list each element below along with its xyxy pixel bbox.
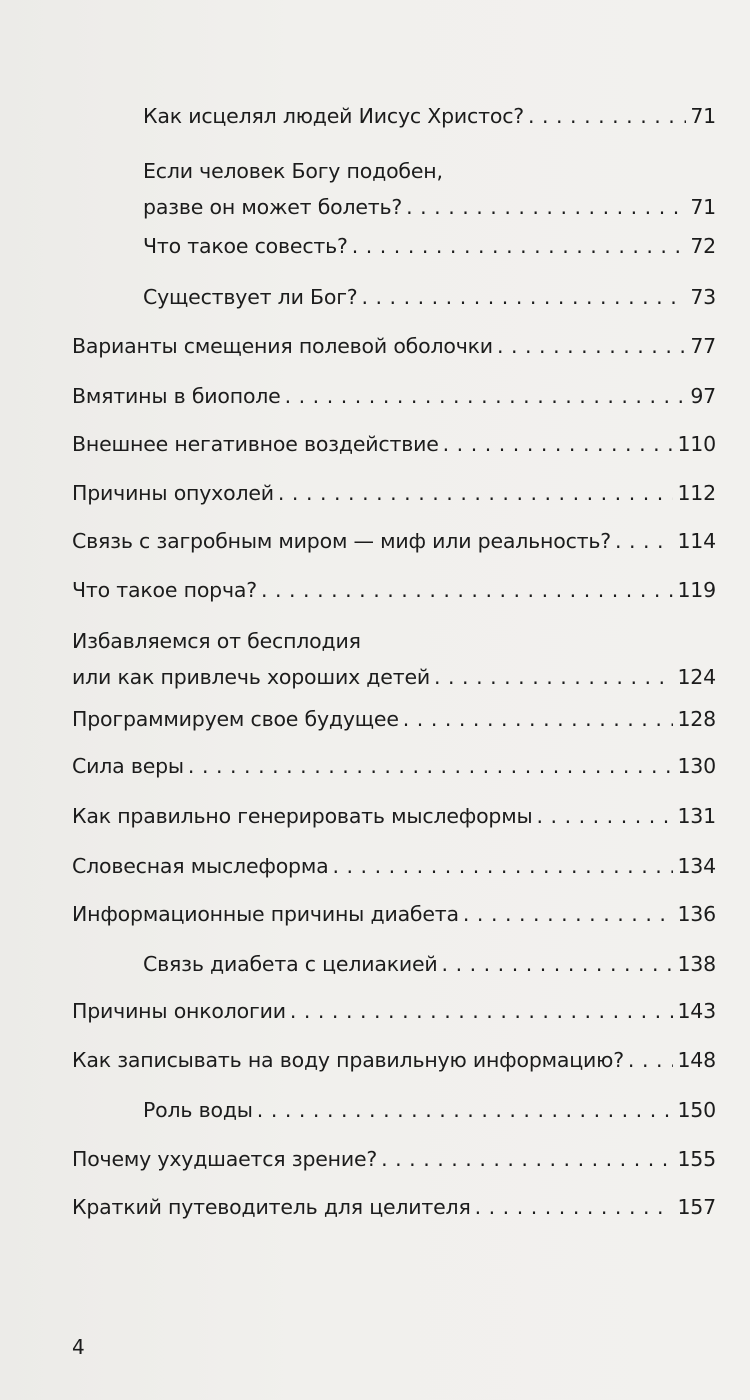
toc-entry-page: 143: [677, 999, 716, 1023]
toc-entry-page: 128: [677, 707, 716, 731]
toc-entry-page: 157: [677, 1195, 716, 1219]
toc-entry-page: 114: [677, 529, 716, 553]
dot-leader: [278, 475, 674, 511]
toc-entry-title: Связь диабета с целиакией: [143, 952, 438, 976]
toc-entry: [72, 896, 716, 932]
dot-leader: [332, 848, 673, 884]
toc-entry: [143, 946, 716, 982]
toc-entry: [72, 328, 716, 364]
toc-entry-title: Информационные причины диабета: [72, 902, 459, 926]
toc-entry-title: Сила веры: [72, 754, 184, 778]
toc-entry: [72, 378, 716, 414]
toc-entry: [143, 153, 716, 225]
toc-entry-title: Причины опухолей: [72, 481, 274, 505]
dot-leader: [497, 328, 686, 364]
toc-entry-title: Роль воды: [143, 1098, 253, 1122]
toc-entry-page: 150: [677, 1098, 716, 1122]
toc-entry-page: 119: [677, 578, 716, 602]
toc-entry-page: 124: [677, 665, 716, 689]
toc-entry-page: 112: [677, 481, 716, 505]
toc-entry: [143, 98, 716, 134]
toc-entry-title: Что такое порча?: [72, 578, 257, 602]
dot-leader: [463, 896, 674, 932]
toc-entry-page: 155: [677, 1147, 716, 1171]
toc-entry-title: Связь с загробным миром — миф или реальность?: [72, 529, 611, 553]
toc-entry-title: Как записывать на воду правильную информацию?: [72, 1048, 624, 1072]
toc-entry-title: разве он может болеть?: [143, 195, 403, 219]
toc-entry-title: или как привлечь хороших детей: [72, 665, 430, 689]
dot-leader: [285, 378, 687, 414]
dot-leader: [434, 659, 673, 695]
toc-entry: [72, 475, 716, 511]
toc-entry-title: Вмятины в биополе: [72, 384, 281, 408]
dot-leader: [443, 426, 674, 462]
dot-leader: [290, 993, 674, 1029]
toc-entry-page: 71: [690, 195, 716, 219]
toc-entry: [72, 1042, 716, 1078]
dot-leader: [528, 98, 686, 134]
toc-entry: [72, 523, 716, 559]
dot-leader: [537, 798, 674, 834]
toc-entry-title: Варианты смещения полевой оболочки: [72, 334, 493, 358]
dot-leader: [406, 189, 686, 225]
toc-entry-page: 73: [690, 285, 716, 309]
toc-entry: [72, 993, 716, 1029]
toc-entry: [143, 1092, 716, 1128]
dot-leader: [403, 701, 674, 737]
toc-entry-page: 72: [690, 234, 716, 258]
dot-leader: [442, 946, 674, 982]
toc-entry-title: Программируем свое будущее: [72, 707, 399, 731]
toc-entry: [72, 848, 716, 884]
toc-entry-page: 77: [690, 334, 716, 358]
toc-entry-page: 110: [677, 432, 716, 456]
toc-entry-title: Словесная мыслеформа: [72, 854, 329, 878]
toc-entry: [72, 748, 716, 784]
toc-entry-title: Что такое совесть?: [143, 234, 348, 258]
toc-entry-title: Как исцелял людей Иисус Христос?: [143, 104, 524, 128]
toc-entry-title: Краткий путеводитель для целителя: [72, 1195, 471, 1219]
dot-leader: [615, 523, 674, 559]
dot-leader: [361, 279, 686, 315]
dot-leader: [381, 1141, 673, 1177]
toc-entry-title: Существует ли Бог?: [143, 285, 358, 309]
dot-leader: [352, 228, 687, 264]
toc-entry-title: Как правильно генерировать мыслеформы: [72, 804, 533, 828]
toc-entry-title: Почему ухудшается зрение?: [72, 1147, 378, 1171]
toc-entry: [143, 228, 716, 264]
toc-entry-title-line1: Избавляемся от бесплодия: [72, 629, 361, 653]
dot-leader: [188, 748, 674, 784]
page-number: 4: [72, 1335, 85, 1359]
toc-entry-page: 138: [677, 952, 716, 976]
toc-entry: [72, 623, 716, 695]
toc-entry: [72, 426, 716, 462]
toc-entry-page: 71: [690, 104, 716, 128]
dot-leader: [475, 1189, 674, 1225]
dot-leader: [628, 1042, 674, 1078]
toc-entry-page: 130: [677, 754, 716, 778]
toc-entry: [72, 701, 716, 737]
toc-entry-title: Внешнее негативное воздействие: [72, 432, 439, 456]
toc-entry-page: 97: [690, 384, 716, 408]
toc-entry: [72, 1189, 716, 1225]
toc-entry-page: 148: [677, 1048, 716, 1072]
toc-entry-title-line1: Если человек Богу подобен,: [143, 159, 443, 183]
toc-entry: [72, 1141, 716, 1177]
toc-entry: [72, 798, 716, 834]
toc-entry: [72, 572, 716, 608]
toc-entry-page: 131: [677, 804, 716, 828]
toc-entry: [143, 279, 716, 315]
dot-leader: [257, 1092, 674, 1128]
toc-entry-title: Причины онкологии: [72, 999, 286, 1023]
toc-entry-page: 136: [677, 902, 716, 926]
toc-entry-page: 134: [677, 854, 716, 878]
dot-leader: [261, 572, 674, 608]
